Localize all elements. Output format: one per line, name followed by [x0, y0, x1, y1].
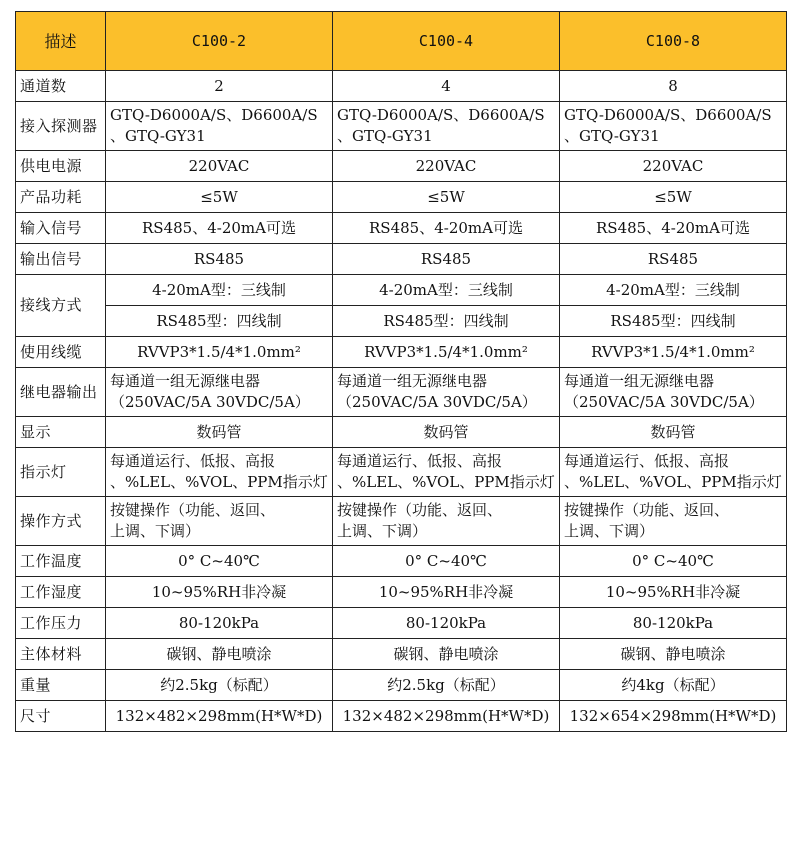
row-label: 重量	[16, 670, 106, 701]
row-label: 产品功耗	[16, 182, 106, 213]
cell-value: 10~95%RH非冷凝	[106, 577, 333, 608]
cell-value: 80-120kPa	[560, 608, 787, 639]
table-row	[16, 244, 787, 275]
cell-line: 、%LEL、%VOL、PPM指示灯	[564, 473, 782, 491]
cell-value: RS485、4-20mA可选	[560, 213, 787, 244]
table-row	[16, 577, 787, 608]
cell-value: 约2.5kg（标配）	[106, 670, 333, 701]
cell-value: 0° C~40℃	[560, 546, 787, 577]
cell-line: 每通道运行、低报、高报	[110, 452, 276, 470]
cell-value: 220VAC	[106, 151, 333, 182]
header-row	[16, 12, 787, 71]
cell-line: 上调、下调）	[337, 522, 428, 540]
cell-value	[333, 368, 560, 417]
cell-value: RS485	[560, 244, 787, 275]
cell-value	[106, 497, 333, 546]
cell-value: 4	[333, 71, 560, 102]
row-label: 输入信号	[16, 213, 106, 244]
model-header: C100-4	[333, 12, 560, 71]
row-label: 供电电源	[16, 151, 106, 182]
cell-line: 上调、下调）	[564, 522, 655, 540]
model-header: C100-8	[560, 12, 787, 71]
cell-value	[333, 102, 560, 151]
cell-value: RS485、4-20mA可选	[106, 213, 333, 244]
cell-line: （250VAC/5A 30VDC/5A）	[110, 393, 310, 411]
cell-value: 4-20mA型：三线制	[560, 275, 787, 306]
cell-value: RS485型：四线制	[333, 306, 560, 337]
row-label: 操作方式	[16, 497, 106, 546]
cell-value: 220VAC	[333, 151, 560, 182]
table-row	[16, 151, 787, 182]
row-label: 工作压力	[16, 608, 106, 639]
cell-line: 上调、下调）	[110, 522, 201, 540]
cell-value: 8	[560, 71, 787, 102]
row-label: 输出信号	[16, 244, 106, 275]
cell-value: 碳钢、静电喷涂	[106, 639, 333, 670]
header-label: 描述	[16, 12, 106, 71]
table-row	[16, 71, 787, 102]
cell-value: RS485	[333, 244, 560, 275]
cell-line: 、GTQ-GY31	[564, 127, 660, 145]
cell-value: 约2.5kg（标配）	[333, 670, 560, 701]
table-row	[16, 701, 787, 732]
table-row	[16, 337, 787, 368]
table-row	[16, 275, 787, 306]
cell-value: 数码管	[106, 417, 333, 448]
table-row	[16, 306, 787, 337]
row-label: 尺寸	[16, 701, 106, 732]
table-row	[16, 497, 787, 546]
row-label: 工作温度	[16, 546, 106, 577]
model-header: C100-2	[106, 12, 333, 71]
row-label: 使用线缆	[16, 337, 106, 368]
cell-line: 每通道一组无源继电器	[337, 372, 488, 390]
cell-line: 每通道一组无源继电器	[564, 372, 715, 390]
cell-value: 数码管	[333, 417, 560, 448]
cell-line: 每通道运行、低报、高报	[564, 452, 730, 470]
row-label: 显示	[16, 417, 106, 448]
cell-value	[333, 497, 560, 546]
table-row	[16, 182, 787, 213]
cell-value: RS485、4-20mA可选	[333, 213, 560, 244]
table-row	[16, 213, 787, 244]
cell-line: 、GTQ-GY31	[337, 127, 433, 145]
cell-value: RVVP3*1.5/4*1.0mm²	[333, 337, 560, 368]
cell-value: 0° C~40℃	[333, 546, 560, 577]
cell-line: 、%LEL、%VOL、PPM指示灯	[337, 473, 555, 491]
cell-value: ≤5W	[106, 182, 333, 213]
cell-line: 、%LEL、%VOL、PPM指示灯	[110, 473, 328, 491]
table-row	[16, 102, 787, 151]
cell-value: RS485型：四线制	[106, 306, 333, 337]
cell-value: 132×482×298mm(H*W*D)	[106, 701, 333, 732]
row-label: 通道数	[16, 71, 106, 102]
table-row	[16, 368, 787, 417]
cell-line: 每通道运行、低报、高报	[337, 452, 503, 470]
cell-value: 数码管	[560, 417, 787, 448]
cell-value: RS485	[106, 244, 333, 275]
cell-value: 约4kg（标配）	[560, 670, 787, 701]
cell-value	[106, 448, 333, 497]
cell-value	[333, 448, 560, 497]
cell-value	[560, 497, 787, 546]
cell-value: 220VAC	[560, 151, 787, 182]
table-row	[16, 448, 787, 497]
cell-value: 4-20mA型：三线制	[106, 275, 333, 306]
cell-value	[106, 368, 333, 417]
row-label: 接入探测器	[16, 102, 106, 151]
cell-value: 4-20mA型：三线制	[333, 275, 560, 306]
spec-table	[15, 11, 787, 732]
cell-line: 按键操作（功能、返回、	[564, 501, 730, 519]
table-row	[16, 670, 787, 701]
cell-value: 132×654×298mm(H*W*D)	[560, 701, 787, 732]
cell-value: RS485型：四线制	[560, 306, 787, 337]
cell-value: 80-120kPa	[333, 608, 560, 639]
table-row	[16, 417, 787, 448]
cell-value	[106, 102, 333, 151]
cell-value: 10~95%RH非冷凝	[560, 577, 787, 608]
cell-line: 、GTQ-GY31	[110, 127, 206, 145]
table-row	[16, 639, 787, 670]
cell-line: （250VAC/5A 30VDC/5A）	[564, 393, 764, 411]
row-label: 指示灯	[16, 448, 106, 497]
cell-value: 10~95%RH非冷凝	[333, 577, 560, 608]
cell-line: GTQ-D6000A/S、D6600A/S	[564, 106, 772, 124]
cell-line: 每通道一组无源继电器	[110, 372, 261, 390]
row-label: 工作湿度	[16, 577, 106, 608]
cell-line: 按键操作（功能、返回、	[110, 501, 276, 519]
cell-value: 碳钢、静电喷涂	[560, 639, 787, 670]
row-label: 接线方式	[16, 275, 106, 337]
cell-value: 132×482×298mm(H*W*D)	[333, 701, 560, 732]
cell-value	[560, 102, 787, 151]
cell-value	[560, 448, 787, 497]
row-label: 继电器输出	[16, 368, 106, 417]
row-label: 主体材料	[16, 639, 106, 670]
cell-value: 碳钢、静电喷涂	[333, 639, 560, 670]
cell-value: 80-120kPa	[106, 608, 333, 639]
cell-value: ≤5W	[560, 182, 787, 213]
cell-line: GTQ-D6000A/S、D6600A/S	[337, 106, 545, 124]
cell-line: （250VAC/5A 30VDC/5A）	[337, 393, 537, 411]
cell-value: 2	[106, 71, 333, 102]
cell-value	[560, 368, 787, 417]
table-row	[16, 546, 787, 577]
table-row	[16, 608, 787, 639]
cell-line: 按键操作（功能、返回、	[337, 501, 503, 519]
cell-line: GTQ-D6000A/S、D6600A/S	[110, 106, 318, 124]
cell-value: ≤5W	[333, 182, 560, 213]
cell-value: RVVP3*1.5/4*1.0mm²	[106, 337, 333, 368]
cell-value: RVVP3*1.5/4*1.0mm²	[560, 337, 787, 368]
cell-value: 0° C~40℃	[106, 546, 333, 577]
